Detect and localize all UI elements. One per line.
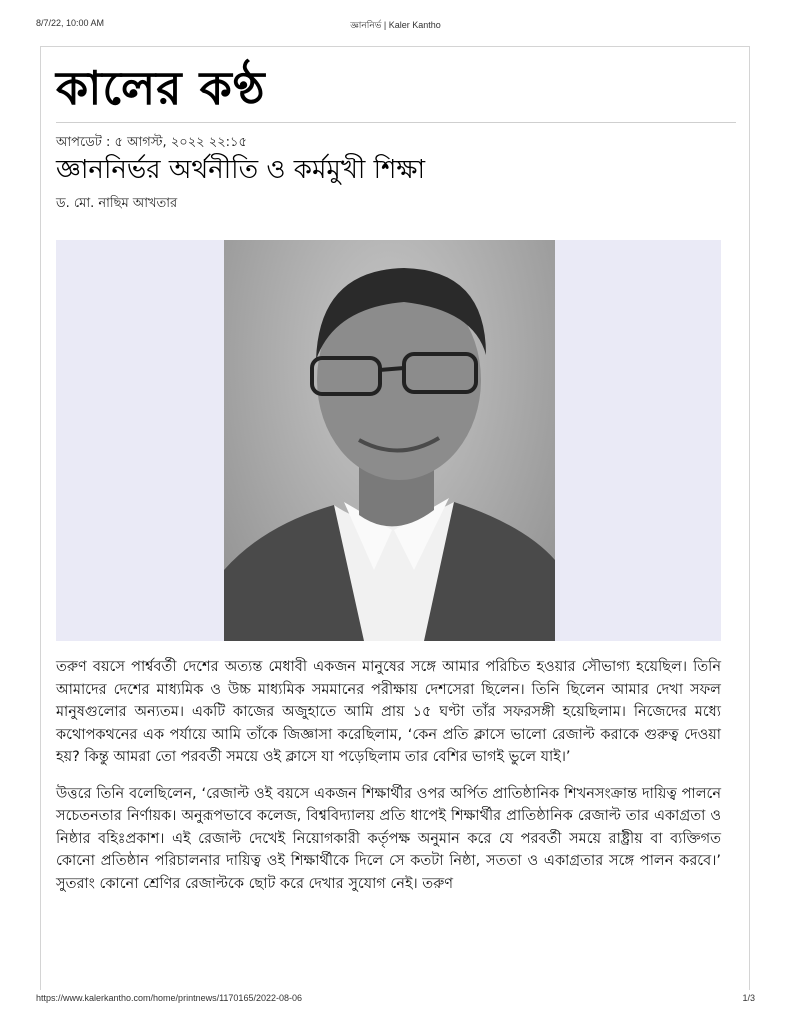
author-portrait-illustration <box>224 240 555 641</box>
article-paragraph: উত্তরে তিনি বলেছিলেন, ‘রেজাল্ট ওই বয়সে একজন শিক্ষার্থীর ওপর অর্পিত প্রাতিষ্ঠানিক শিখনসংক্রান্ত দায়িত্ব পালনে সচেতনতার নির্ণায়ক। অনুরূপভাবে কলেজ, বিশ্ববিদ্যালয় প্রতি ধাপেই শিক্ষার্থীর প্রাতিষ্ঠানিক রেজাল্ট তার একাগ্রতা ও নিষ্ঠার বহিঃপ্রকাশ। এই রেজাল্ট দেখেই নিয়োগকারী কর্তৃপক্ষ অনুমান করে যে পরবর্তী সময়ে রাষ্ট্রীয় বা ব্যক্তিগত কোনো প্রতিষ্ঠান পরিচালনার দায়িত্ব ওই শিক্ষার্থীকে দিলে সে কতটা নিষ্ঠা, সততা ও একাগ্রতার সঙ্গে পালন করবে।’ সুতরাং কোনো শ্রেণির রেজাল্টকে ছোট করে দেখার সুযোগ নেই। তরুণ <box>56 785 721 892</box>
article-byline: ড. মো. নাছিম আখতার <box>56 196 178 211</box>
article-body <box>56 656 721 909</box>
photo-band <box>56 240 721 641</box>
newspaper-logo: কালের কণ্ঠ <box>56 61 266 115</box>
print-header <box>36 18 755 32</box>
masthead-divider <box>56 122 736 123</box>
print-url: https://www.kalerkantho.com/home/printnews/1170165/2022-08-06 <box>36 993 302 1003</box>
article-paragraph: তরুণ বয়সে পার্শ্ববর্তী দেশের অত্যন্ত মেধাবী একজন মানুষের সঙ্গে আমার পরিচিত হওয়ার সৌভাগ্য হয়েছিল। তিনি আমাদের দেশের মাধ্যমিক ও উচ্চ মাধ্যমিক সমমানের পরীক্ষায় দেশসেরা ছিলেন। তিনি ছিলেন আমার দেখা সফল মানুষগুলোর অন্যতম। একটি কাজের অজুহাতে আমি প্রায় ১৫ ঘণ্টা তাঁর সফরসঙ্গী হয়েছিলাম। নিজেদের মধ্যে কথোপকথনের এক পর্যায়ে আমি তাঁকে জিজ্ঞাসা করেছিলাম, ‘কেন প্রতি ক্লাসে ভালো রেজাল্ট করাকে গুরুত্ব দেওয়া হয়? কিন্তু আমরা তো পরবর্তী সময়ে ওই ক্লাসে যা পড়েছিলাম তার বেশির ভাগই ভুলে যাই।’ <box>56 659 721 765</box>
article-headline: জ্ঞাননির্ভর অর্থনীতি ও কর্মমুখী শিক্ষা <box>56 155 426 185</box>
updated-timestamp: আপডেট : ৫ আগস্ট, ২০২২ ২২:১৫ <box>56 135 247 150</box>
print-page-title: জ্ঞাননির্ভ | Kaler Kantho <box>350 20 441 30</box>
author-photo <box>224 240 555 641</box>
page-number: 1/3 <box>742 993 755 1003</box>
print-footer <box>36 993 755 1007</box>
print-date: 8/7/22, 10:00 AM <box>36 18 105 28</box>
